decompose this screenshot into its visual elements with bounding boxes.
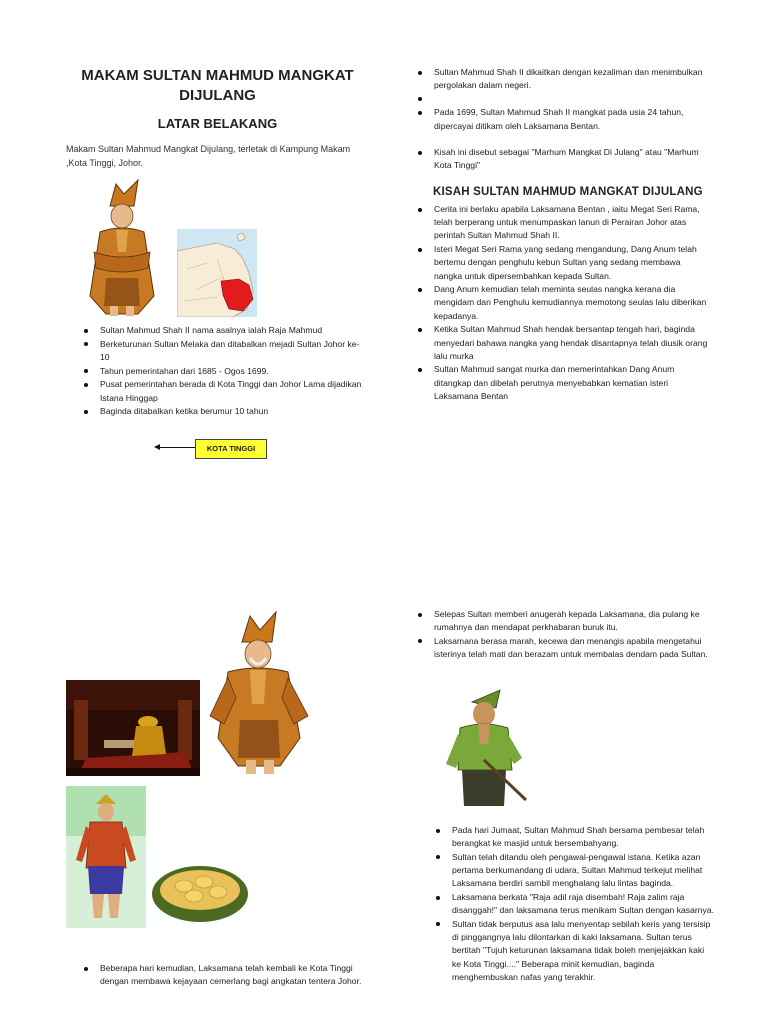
list-item: Isteri Megat Seri Rama yang sedang mengandung, Dang Anum telah bertemu dengan penghulu kebun Sultan yang sedang membawa nangka untuk dipersembahkan kepada Sultan. <box>412 243 708 283</box>
laksamana-illustration <box>206 608 312 776</box>
list-item: Berketurunan Sultan Melaka dan ditabalkan mejadi Sultan Johor ke-10 <box>78 338 368 364</box>
jackfruit-photo <box>148 850 254 928</box>
list-item: Sultan tidak berputus asa lalu menyentap sebilah keris yang tersisip di pinggangnya lalu dilontarkan di kaki laksamana. Sultan terus bertitah "Tujuh keturunan laksamana tidak boleh menjejakkan kaki ke Kota Tinggi...." Beberapa minit kemudian, baginda menghembuskan nafas yang terakhir. <box>430 918 714 984</box>
theatre-photo <box>66 680 200 776</box>
list-item: Pada hari Jumaat, Sultan Mahmud Shah bersama pembesar telah berangkat ke masjid untuk bersembahyang. <box>430 824 714 850</box>
intro-text: Makam Sultan Mahmud Mangkat Dijulang, terletak di Kampung Makam ,Kota Tinggi, Johor. <box>66 144 351 168</box>
right-page2-bottom-list <box>430 824 714 984</box>
list-item: Sultan Mahmud sangat murka dan memerintahkan Dang Anum ditangkap dan dibelah perutnya menyebabkan kematian isteri Laksamana Bentan <box>412 363 708 403</box>
right-page2-top-list <box>412 608 712 662</box>
map-graphic <box>177 229 257 317</box>
list-item: Beberapa hari kemudian, Laksamana telah kembali ke Kota Tinggi dengan membawa kejayaan cemerlang bagi angkatan tentera Johor. <box>78 962 374 988</box>
list-item: Sultan telah ditandu oleh pengawal-pengawal istana. Ketika azan pertama berkumandang di udara, Sultan Mahmud terkejut melihat Laksamana berdiri sambil menghalang lalu lintas baginda. <box>430 851 714 891</box>
list-item: Selepas Sultan memberi anugerah kepada Laksamana, dia pulang ke rumahnya dan mendapat perkhabaran buruk itu. <box>412 608 712 634</box>
list-item: Dang Anum kemudian telah meminta seulas nangka kerana dia mengidam dan Penghulu kemudiannya memotong seulas lalu diberikan kepadanya. <box>412 283 708 323</box>
list-item: Laksamana berkata "Raja adil raja disembah! Raja zalim raja disanggah!" dan laksamana terus menikam Sultan dengan kasarnya. <box>430 891 714 917</box>
facts-list <box>78 324 368 419</box>
list-item: Pusat pemerintahan berada di Kota Tinggi dan Johor Lama dijadikan Istana Hinggap <box>78 378 368 404</box>
kota-tinggi-label: KOTA TINGGI <box>195 439 267 459</box>
list-item: Sultan Mahmud Shah II dikaitkan dengan kezaliman dan menimbulkan pergolakan dalam negeri. <box>412 66 712 92</box>
dang-anum-illustration <box>66 786 146 928</box>
list-item: Pada 1699, Sultan Mahmud Shah II mangkat pada usia 24 tahun, dipercayai ditikam oleh Laksamana Bentan. <box>412 106 712 132</box>
kisah-note-list <box>412 146 712 173</box>
list-item: Tahun pemerintahan dari 1685 - Ogos 1699. <box>78 365 368 378</box>
list-item: Cerita ini berlaku apabila Laksamana Bentan , iaitu Megat Seri Rama, telah berperang untuk menumpaskan lanun di Perairan Johor atas perintah Sultan Mahmud Shah II. <box>412 203 708 243</box>
list-item: Ketika Sultan Mahmud Shah hendak bersantap tengah hari, baginda menyedari bahawa nangka yang hendak disantapnya telah diusik orang lalu murka <box>412 323 708 363</box>
johor-map <box>177 229 257 317</box>
sultan-illustration <box>80 178 162 318</box>
page-title: MAKAM SULTAN MAHMUD MANGKAT DIJULANG <box>81 67 354 104</box>
list-item: Kisah ini disebut sebagai "Marhum Mangkat Di Julang" atau "Marhum Kota Tinggi" <box>412 146 712 172</box>
section-latar-belakang: LATAR BELAKANG <box>157 116 278 131</box>
arrow-line <box>158 447 195 448</box>
list-item: Baginda ditabalkan ketika berumur 10 tahun <box>78 405 368 418</box>
story-list <box>412 203 708 404</box>
left-bottom-list <box>78 962 374 989</box>
list-item: Laksamana berasa marah, kecewa dan menangis apabila mengetahui isterinya telah mati dan berazam untuk membalas dendam pada Sultan. <box>412 635 712 661</box>
list-item: Sultan Mahmud Shah II nama asalnya ialah Raja Mahmud <box>78 324 368 337</box>
warrior-green-illustration <box>438 688 530 812</box>
right-top-list <box>412 66 712 133</box>
list-item <box>412 93 712 106</box>
story-title: KISAH SULTAN MAHMUD MANGKAT DIJULANG <box>433 186 703 198</box>
